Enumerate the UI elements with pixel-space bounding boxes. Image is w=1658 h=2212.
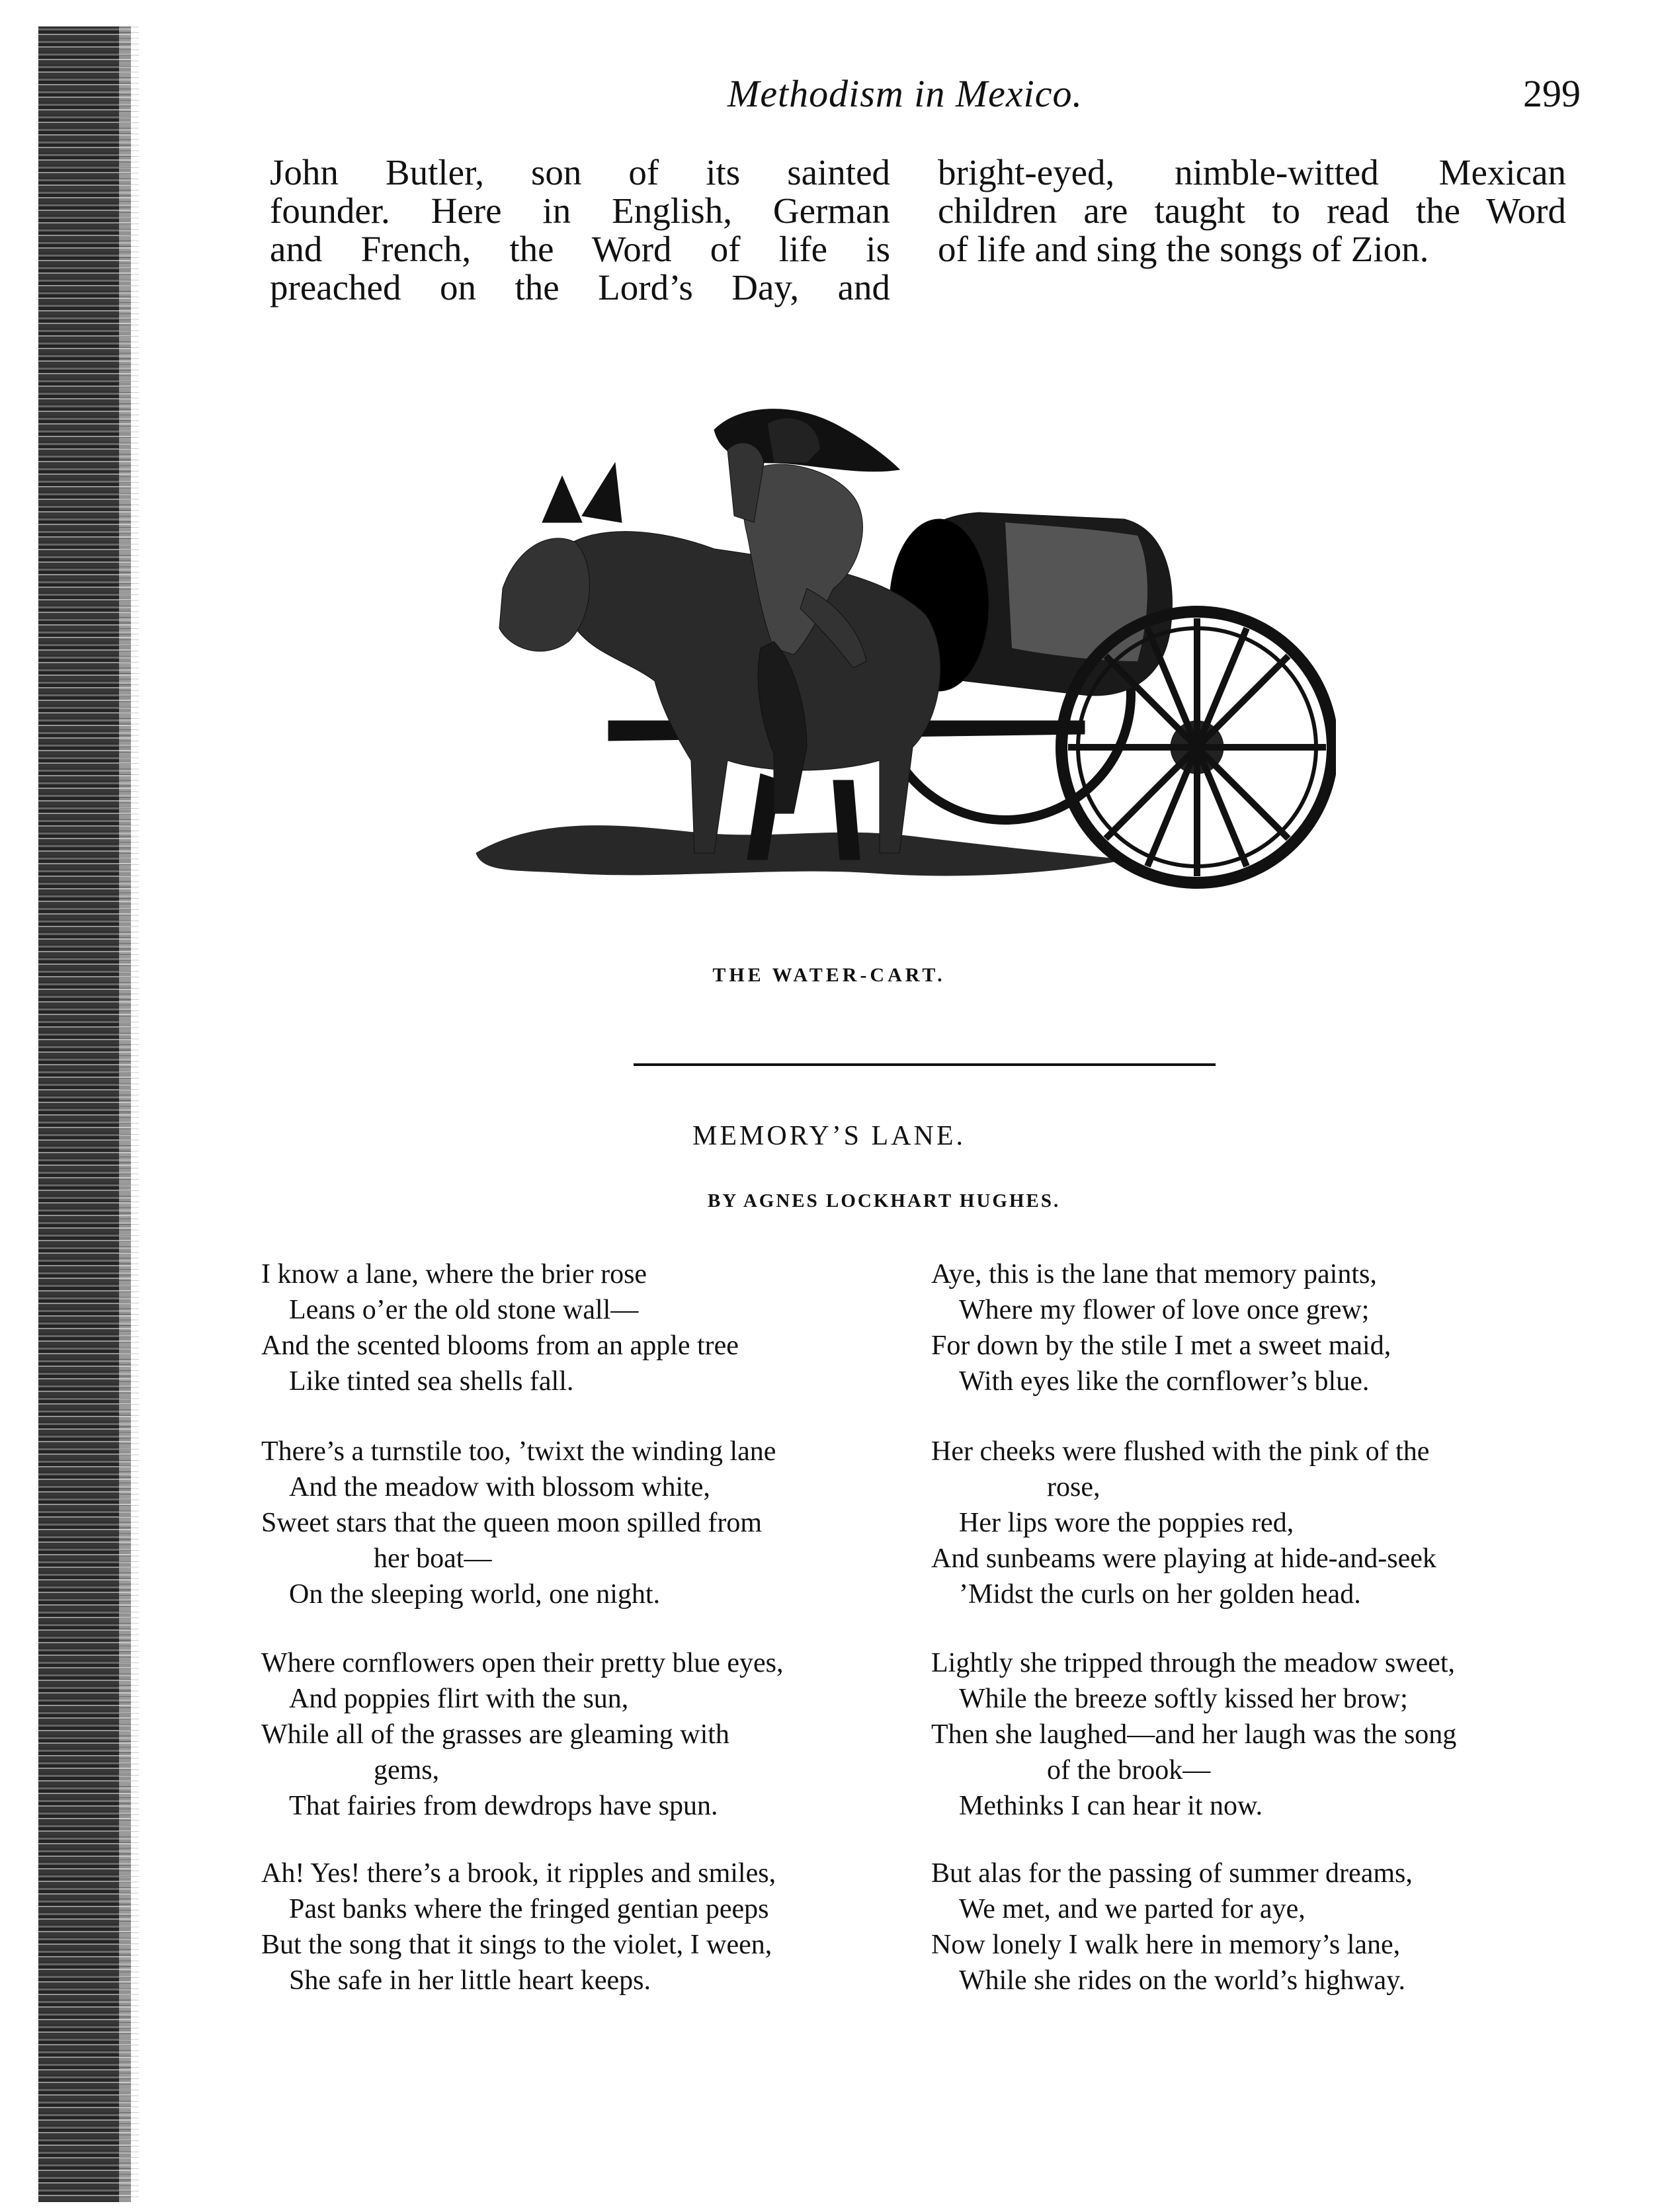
poem-line: Then she laughed—and her laugh was the song	[931, 1719, 1457, 1750]
poem-stanza	[261, 1645, 784, 1824]
poem-stanza	[931, 1434, 1436, 1612]
poem-line: Like tinted sea shells fall.	[289, 1366, 574, 1397]
prose-line: and French, the Word of life is	[270, 229, 890, 269]
water-cart-illustration	[463, 350, 1336, 946]
illustration-caption: THE WATER-CART.	[712, 964, 946, 986]
page-header	[694, 71, 1581, 124]
prose-line: children are taught to read the Word	[938, 190, 1566, 231]
poem-line: Now lonely I walk here in memory’s lane,	[931, 1930, 1401, 1960]
poem-line: Where cornflowers open their pretty blue eyes,	[261, 1648, 784, 1678]
poem-stanza	[261, 1434, 776, 1612]
poem-line: While all of the grasses are gleaming with	[261, 1719, 729, 1750]
prose-column-left	[270, 153, 890, 307]
poem-line: I know a lane, where the brier rose	[261, 1259, 647, 1290]
prose-line: of life and sing the songs of Zion.	[938, 229, 1429, 269]
poem-line: There’s a turnstile too, ’twixt the winding lane	[261, 1436, 776, 1467]
poem-line: Methinks I can hear it now.	[959, 1791, 1263, 1821]
poem-line: Where my flower of love once grew;	[959, 1295, 1370, 1325]
poem-line: rose,	[1047, 1472, 1100, 1502]
binding-shadow	[119, 26, 139, 2202]
prose-line: bright-eyed, nimble-witted Mexican	[938, 152, 1566, 192]
poem-line: Lightly she tripped through the meadow sweet,	[931, 1648, 1455, 1678]
poem-line: Her lips wore the poppies red,	[959, 1508, 1294, 1538]
poem-line: We met, and we parted for aye,	[959, 1894, 1306, 1924]
poem-stanza	[261, 1256, 739, 1399]
poem-line: For down by the stile I met a sweet maid,	[931, 1331, 1391, 1361]
poem-line: her boat—	[374, 1543, 492, 1574]
poem-line: And sunbeams were playing at hide-and-seek	[931, 1543, 1436, 1574]
poem-stanza	[931, 1856, 1413, 1998]
poem-stanza	[261, 1856, 776, 1998]
book-binding-edge	[38, 26, 131, 2202]
prose-column-right	[938, 153, 1566, 268]
poem-line: While the breeze softly kissed her brow;	[959, 1684, 1408, 1714]
running-title: Methodism in Mexico.	[727, 72, 1083, 115]
poem-byline: BY AGNES LOCKHART HUGHES.	[708, 1190, 1061, 1211]
poem-line: She safe in her little heart keeps.	[289, 1965, 651, 1996]
poem-line: Her cheeks were flushed with the pink of the	[931, 1436, 1430, 1467]
poem-stanza	[931, 1256, 1391, 1399]
poem-line: gems,	[374, 1755, 440, 1785]
poem-line: Leans o’er the old stone wall—	[289, 1295, 639, 1325]
poem-line: And poppies flirt with the sun,	[289, 1684, 629, 1714]
poem-line: That fairies from dewdrops have spun.	[289, 1791, 718, 1821]
poem-line: And the scented blooms from an apple tree	[261, 1331, 739, 1361]
poem-line: Ah! Yes! there’s a brook, it ripples and smiles,	[261, 1858, 776, 1889]
poem-line: But the song that it sings to the violet, I ween,	[261, 1930, 772, 1960]
prose-line: preached on the Lord’s Day, and	[270, 267, 890, 307]
poem-line: And the meadow with blossom white,	[289, 1472, 710, 1502]
poem-title: MEMORY’S LANE.	[692, 1121, 966, 1151]
poem-line: While she rides on the world’s highway.	[959, 1965, 1405, 1996]
poem-line: But alas for the passing of summer dreams,	[931, 1858, 1413, 1889]
poem-line: of the brook—	[1047, 1755, 1211, 1785]
poem-line: With eyes like the cornflower’s blue.	[959, 1366, 1370, 1397]
poem-line: Past banks where the fringed gentian peeps	[289, 1894, 769, 1924]
section-divider	[634, 1063, 1216, 1066]
page-number: 299	[1523, 72, 1581, 115]
poem-line: On the sleeping world, one night.	[289, 1579, 661, 1610]
prose-line: John Butler, son of its sainted	[270, 152, 890, 192]
poem-stanza	[931, 1645, 1456, 1824]
poem-line: Aye, this is the lane that memory paints,	[931, 1259, 1377, 1290]
poem-line: Sweet stars that the queen moon spilled from	[261, 1508, 763, 1538]
poem-line: ’Midst the curls on her golden head.	[959, 1579, 1361, 1610]
prose-line: founder. Here in English, German	[270, 190, 890, 231]
